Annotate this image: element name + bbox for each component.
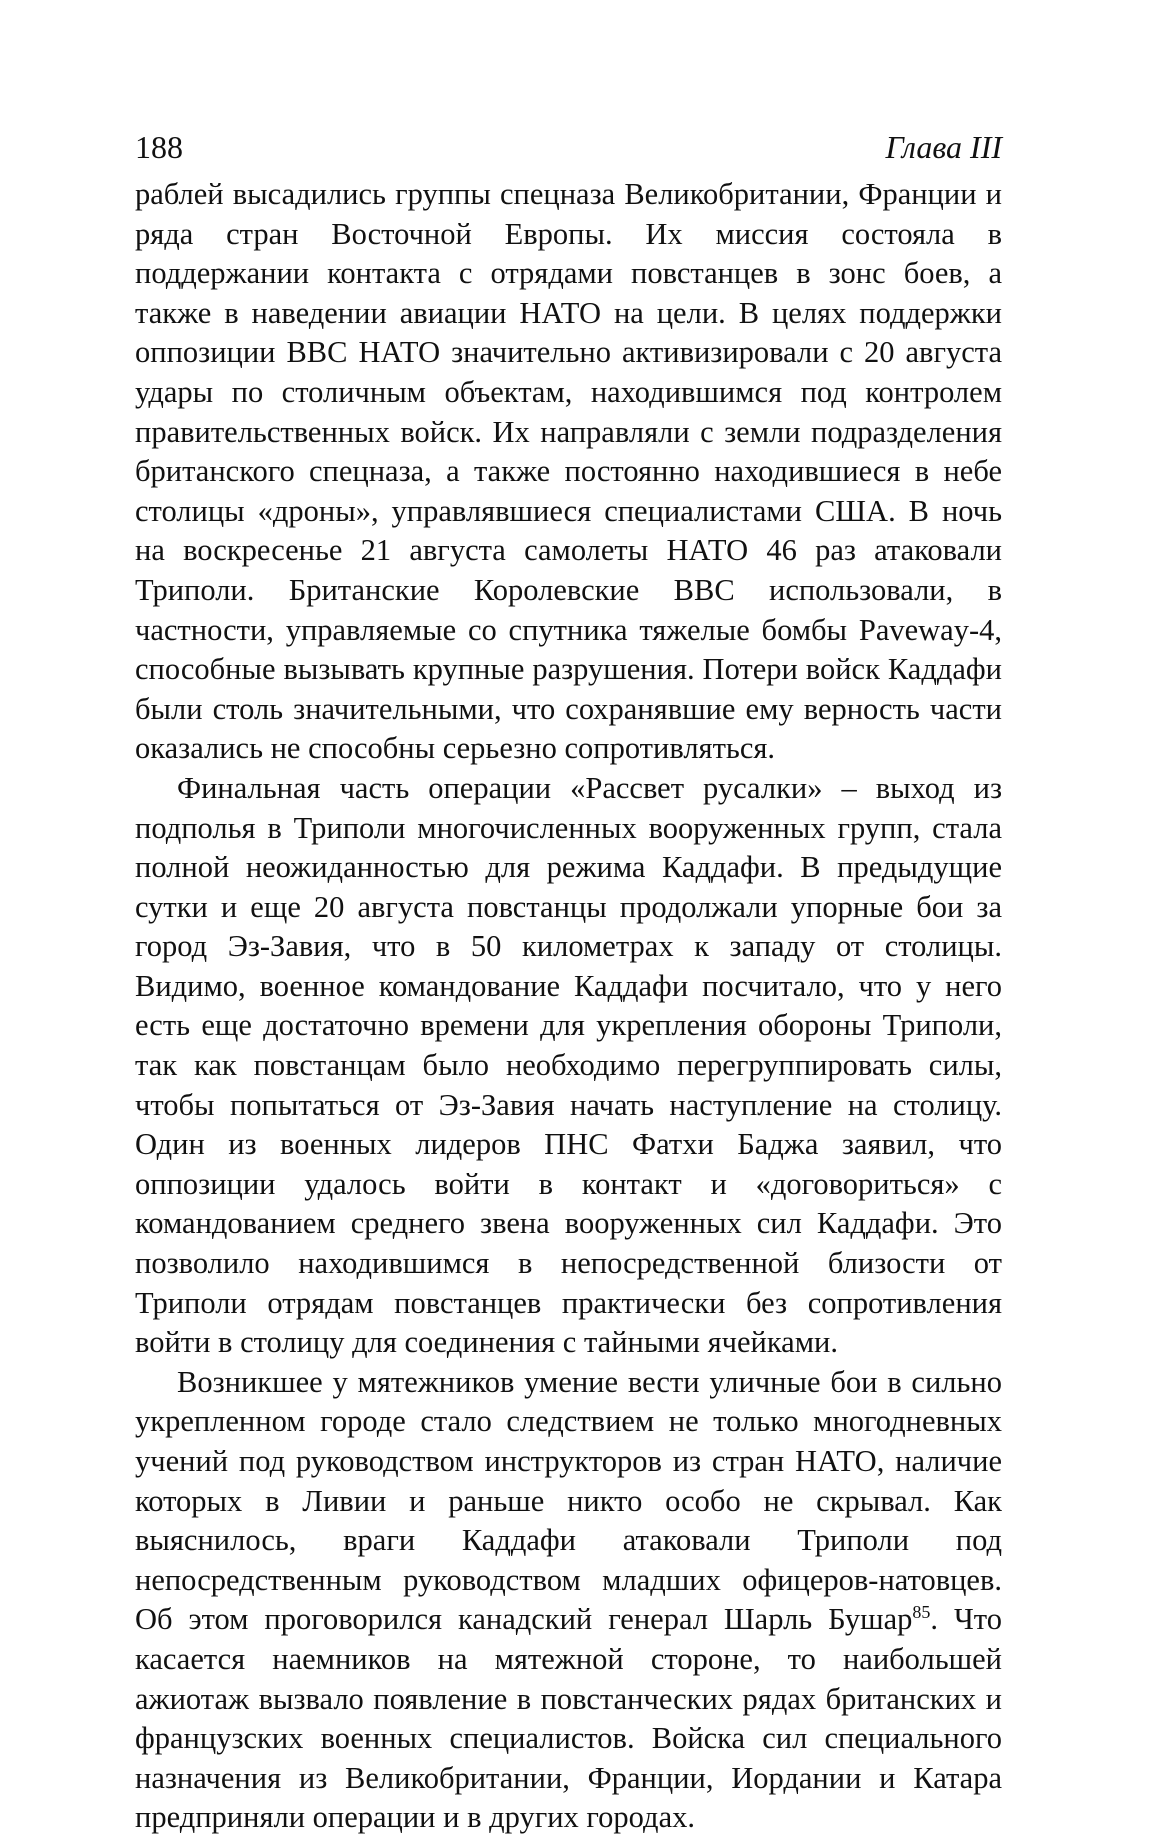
paragraph-text: раблей высадились группы спецназа Великобритании, Франции и ряда стран Восточной Европы. Их миссия состояла в поддержании контакта с отрядами повстанцев в зонс боев, а также в наведении авиации НАТО на цели. В целях поддержки оппозиции ВВС НАТО значительно активизировали с 20 августа удары по столичным объектам, находившимся под контролем правительственных войск. Их направляли с земли подразделения британского спецназа, а также постоянно находившиеся в небе столицы «дроны», управлявшиеся специалистами США. В ночь на воскресенье 21 августа самолеты НАТО 46 раз атаковали Триполи. Британские Королевские ВВС использовали, в частности, управляемые со спутника тяжелые бомбы Paveway-4, способные вызывать крупные разрушения. Потери войск Каддафи были столь значительными, что сохранявшие ему верность части оказались не способны серьезно сопротивляться.	[135, 177, 1002, 766]
paragraph	[135, 175, 1002, 769]
body-text	[135, 175, 1002, 1838]
paragraph-text: . Что касается наемников на мятежной стороне, то наибольшей ажиотаж вызвало появление в повстанческих рядах британских и французских военных специалистов. Войска сил специального назначения из Великобритании, Франции, Иордании и Катара предприняли операции и в других городах.	[135, 1602, 1002, 1835]
paragraph-text: Возникшее у мятежников умение вести уличные бои в сильно укрепленном городе стало следствием не только многодневных учений под руководством инструкторов из стран НАТО, наличие которых в Ливии и раньше никто особо не скрывал. Как выяснилось, враги Каддафи атаковали Триполи под непосредственным руководством младших офицеров-натовцев. Об этом проговорился канадский генерал Шарль Бушар	[135, 1364, 1002, 1637]
paragraph	[135, 1363, 1002, 1838]
paragraph-text: Финальная часть операции «Рассвет русалки» – выход из подполья в Триполи многочисленных вооруженных групп, стала полной неожиданностью для режима Каддафи. В предыдущие сутки и еще 20 августа повстанцы продолжали упорные бои за город Эз-Завия, что в 50 километрах к западу от столицы. Видимо, военное командование Каддафи посчитало, что у него есть еще достаточно времени для укрепления обороны Триполи, так как повстанцам было необходимо перегруппировать силы, чтобы попытаться от Эз-Завия начать наступление на столицу. Один из военных лидеров ПНС Фатхи Баджа заявил, что оппозиции удалось войти в контакт и «договориться» с командованием среднего звена вооруженных сил Каддафи. Это позволило находившимся в непосредственной близости от Триполи отрядам повстанцев практически без сопротивления войти в столицу для соединения с тайными ячейками.	[135, 770, 1002, 1360]
running-header	[135, 125, 1002, 175]
chapter-title: Глава III	[885, 129, 1002, 165]
footnote-reference: 85	[912, 1602, 931, 1623]
book-page	[135, 125, 1002, 1838]
page-number: 188	[135, 129, 183, 165]
paragraph	[135, 769, 1002, 1363]
